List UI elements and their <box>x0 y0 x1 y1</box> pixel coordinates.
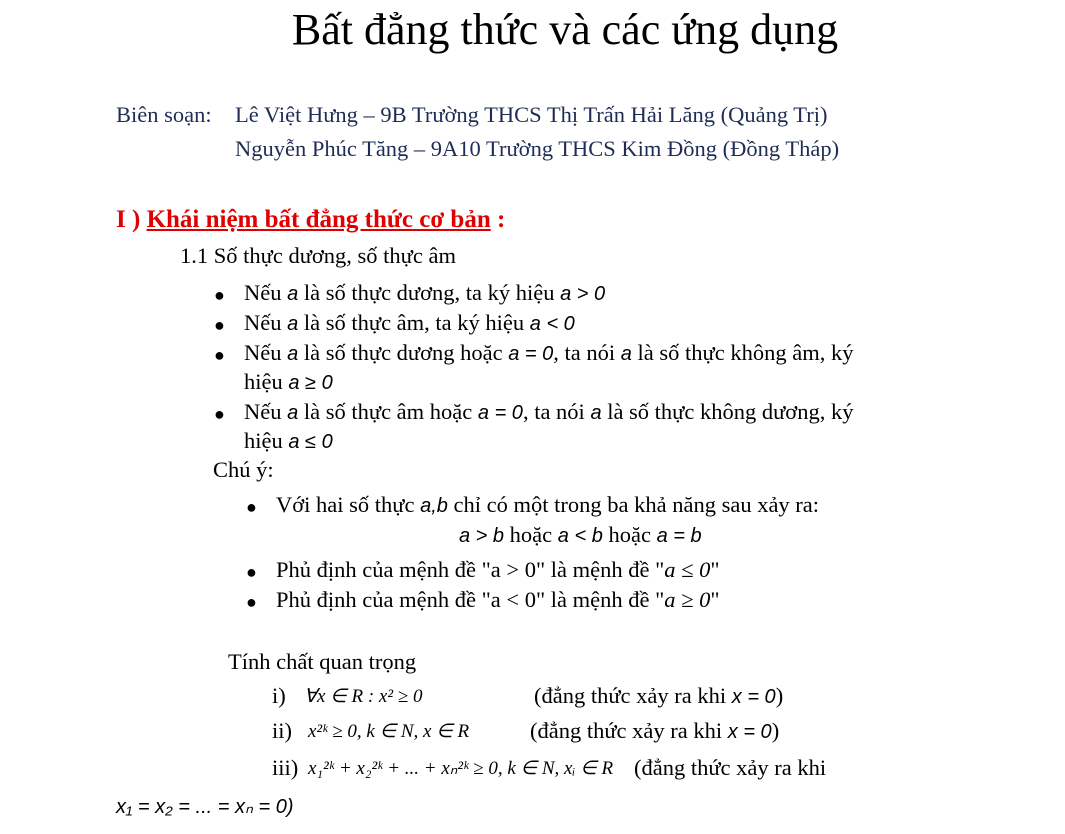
property-3-formula: x₁²ᵏ + x₂²ᵏ + ... + xₙ²ᵏ ≥ 0, k ∈ N, xᵢ ∈ R <box>308 758 614 779</box>
property-3-number: iii) <box>272 755 299 780</box>
bullet-dot: ● <box>246 562 257 582</box>
note-item-3: Phủ định của mệnh đề "a < 0" là mệnh đề "a ≥ 0" <box>276 587 720 612</box>
trichotomy-line: a > b hoặc a < b hoặc a = b <box>459 522 702 547</box>
section-suffix: : <box>490 206 506 233</box>
note-label: Chú ý: <box>213 457 274 482</box>
bullet-dot: ● <box>246 497 257 517</box>
property-2-number: ii) <box>272 718 292 743</box>
bullet-dot: ● <box>214 315 225 335</box>
property-3-equality-cont: x₁ = x₂ = ... = xₙ = 0) <box>116 796 294 818</box>
property-1-formula: ∀x ∈ R : x² ≥ 0 <box>304 686 423 707</box>
bullet-item-2: Nếu a là số thực âm, ta ký hiệu a < 0 <box>244 310 575 335</box>
property-2-equality: (đẳng thức xảy ra khi x = 0) <box>530 718 780 743</box>
bullet-item-3: Nếu a là số thực dương hoặc a = 0, ta nói a là số thực không âm, ký <box>244 340 854 365</box>
property-2-formula: x²ᵏ ≥ 0, k ∈ N, x ∈ R <box>308 721 470 742</box>
author-line-1: Lê Việt Hưng – 9B Trường THCS Thị Trấn Hải Lăng (Quảng Trị) <box>235 102 828 127</box>
bullet-dot: ● <box>214 404 225 424</box>
section-heading <box>116 206 505 234</box>
bullet-item-4-cont: hiệu a ≤ 0 <box>244 428 333 453</box>
section-title: Khái niệm bất đẳng thức cơ bản <box>146 206 491 233</box>
author-line-2: Nguyễn Phúc Tăng – 9A10 Trường THCS Kim Đồng (Đồng Tháp) <box>235 136 840 161</box>
bullet-item-3-cont: hiệu a ≥ 0 <box>244 369 333 394</box>
bullet-dot: ● <box>214 345 225 365</box>
properties-label: Tính chất quan trọng <box>228 649 417 674</box>
property-3-equality: (đẳng thức xảy ra khi <box>634 755 827 780</box>
bullet-dot: ● <box>214 285 225 305</box>
document-title: Bất đẳng thức và các ứng dụng <box>291 5 839 54</box>
bullet-dot: ● <box>246 592 257 612</box>
bullet-item-1: Nếu a là số thực dương, ta ký hiệu a > 0 <box>244 280 606 305</box>
section-number: I ) <box>116 206 147 233</box>
note-item-2: Phủ định của mệnh đề "a > 0" là mệnh đề "a ≤ 0" <box>276 557 720 582</box>
bullet-item-4: Nếu a là số thực âm hoặc a = 0, ta nói a là số thực không dương, ký <box>244 399 854 424</box>
property-1-number: i) <box>272 683 286 708</box>
authors-label: Biên soạn: <box>116 102 212 127</box>
property-1-equality: (đẳng thức xảy ra khi x = 0) <box>534 683 784 708</box>
subsection-heading: 1.1 Số thực dương, số thực âm <box>180 243 456 268</box>
note-item-1: Với hai số thực a,b chỉ có một trong ba khả năng sau xảy ra: <box>276 492 820 517</box>
